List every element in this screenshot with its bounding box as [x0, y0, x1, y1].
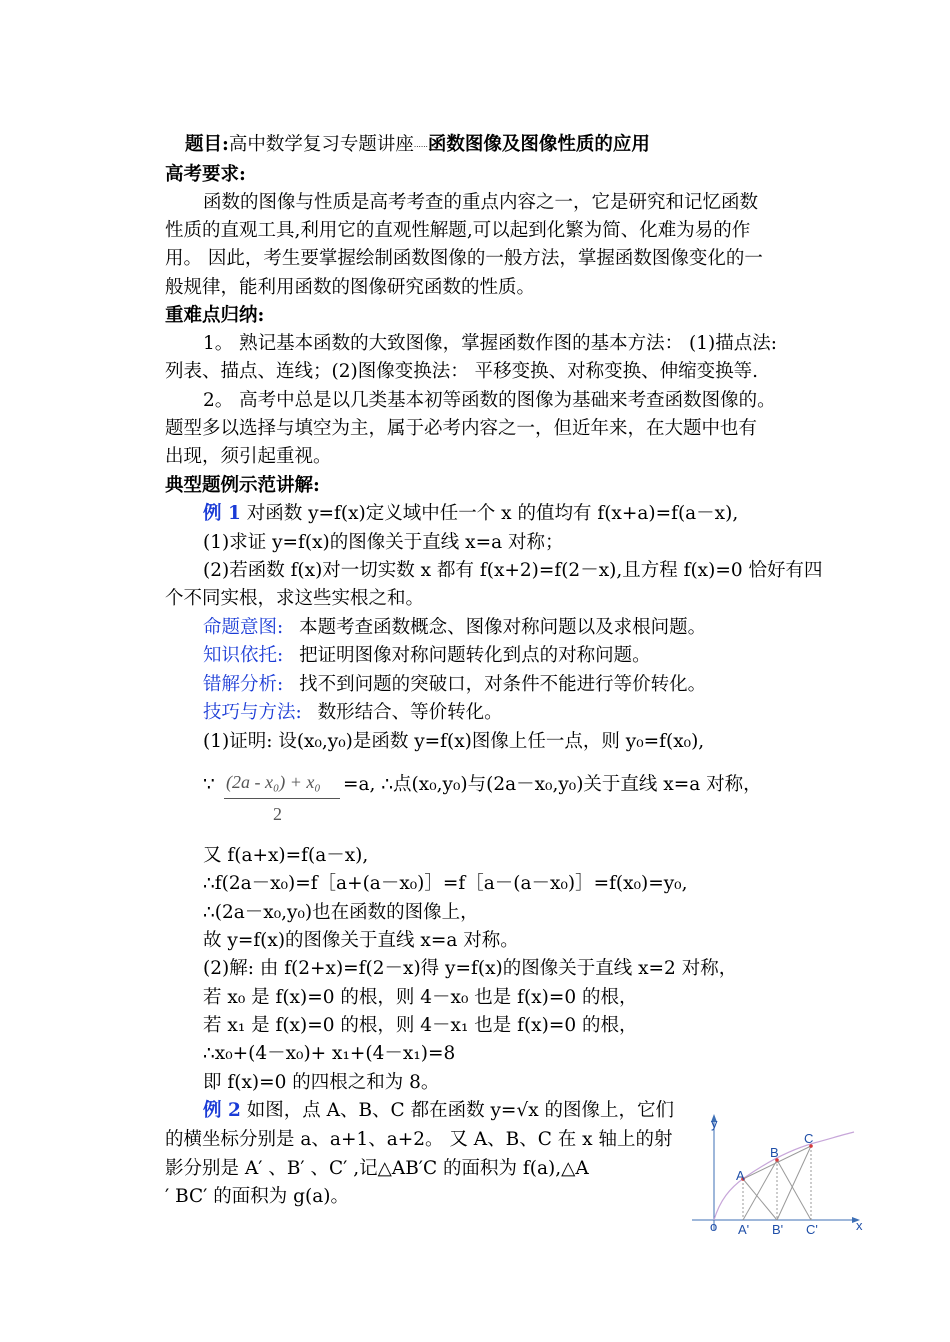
- example2-text-1: 如图，点 A、B、C 都在函数 y=√x 的图像上，它们: [246, 1100, 675, 1121]
- x-axis-label: x: [856, 1218, 863, 1233]
- intent-text: 本题考查函数概念、图像对称问题以及求根问题。: [299, 617, 707, 638]
- requirements-line-4: 般规律，能利用函数的图像研究函数的性质。: [165, 277, 536, 298]
- example1-part1: (1)求证 y=f(x)的图像关于直线 x=a 对称；: [203, 532, 564, 553]
- label-b-prime: B': [772, 1222, 784, 1237]
- requirements-line-2: 性质的直观工具,利用它的直观性解题,可以起到化繁为简、化难为易的作: [165, 220, 751, 241]
- fraction-numerator: (2a - x₀) + x₀: [226, 772, 321, 792]
- key-points-line-2: 列表、描点、连线；(2)图像变换法： 平移变换、对称变换、伸缩变换等.: [165, 361, 758, 382]
- after-fraction: =a, ∴点(x₀,y₀)与(2a－x₀,y₀)关于直线 x=a 对称，: [343, 774, 762, 795]
- knowledge-line: [203, 642, 651, 670]
- label-b: B: [770, 1145, 779, 1160]
- key-points-line-5: 出现，须引起重视。: [165, 446, 332, 467]
- solution-line-2: 若 x₀ 是 f(x)=0 的根，则 4－x₀ 也是 f(x)=0 的根，: [203, 987, 638, 1008]
- method-label: 技巧与方法:: [203, 702, 302, 723]
- method-text: 数形结合、等价转化。: [317, 702, 503, 723]
- example1-statement: 对函数 y=f(x)定义域中任一个 x 的值均有 f(x+a)=f(a－x),: [246, 503, 739, 524]
- solution-line-3: 若 x₁ 是 f(x)=0 的根，则 4－x₁ 也是 f(x)=0 的根，: [203, 1015, 638, 1036]
- example1-label: 例 1: [203, 503, 241, 524]
- solution-line-4: ∴x₀+(4－x₀)+ x₁+(4－x₁)=8: [203, 1043, 456, 1064]
- example1-part2-line1: (2)若函数 f(x)对一切实数 x 都有 f(x+2)=f(2－x),且方程 f(x)=0 恰好有四: [203, 560, 823, 581]
- example2-line-3: 影分别是 A′ 、B′ 、C′ ,记△AB′C 的面积为 f(a),△A: [165, 1158, 589, 1179]
- label-a-prime: A': [738, 1222, 750, 1237]
- fraction-denominator: 2: [273, 804, 282, 824]
- error-text: 找不到问题的突破口，对条件不能进行等价转化。: [299, 674, 707, 695]
- error-label: 错解分析:: [203, 674, 284, 695]
- because-symbol: ∵: [203, 774, 215, 795]
- proof-line-4: ∴(2a－x₀,y₀)也在函数的图像上，: [203, 902, 479, 923]
- sqrt-curve: [714, 1132, 854, 1220]
- solution-line-1: (2)解: 由 f(2+x)=f(2－x)得 y=f(x)的图像关于直线 x=2 对称，: [203, 958, 738, 979]
- origin-label: o: [710, 1219, 718, 1234]
- example2-line-4: ′ BC′ 的面积为 g(a)。: [165, 1186, 349, 1207]
- y-axis-label: y: [711, 1116, 718, 1131]
- fraction: [224, 768, 344, 828]
- key-points-line-3: 2。 高考中总是以几类基本初等函数的图像为基础来考查函数图像的。: [203, 390, 776, 411]
- example1-statement-line: [203, 500, 738, 528]
- knowledge-label: 知识依托:: [203, 645, 284, 666]
- label-c-prime: C': [806, 1222, 818, 1237]
- title-topic: 高中数学复习专题讲座: [228, 134, 414, 155]
- key-points-line-4: 题型多以选择与填空为主，属于必考内容之一，但近年来，在大题中也有: [165, 418, 758, 439]
- example1-part2-line2: 个不同实根，求这些实根之和。: [165, 588, 425, 609]
- example2-line-2: 的横坐标分别是 a、a+1、a+2。 又 A、B、C 在 x 轴上的射: [165, 1129, 673, 1150]
- requirements-line-1: 函数的图像与性质是高考考查的重点内容之一，它是研究和记忆函数: [203, 192, 759, 213]
- solution-line-5: 即 f(x)=0 的四根之和为 8。: [203, 1072, 440, 1093]
- key-points-line-1: 1。 熟记基本函数的大致图像，掌握函数作图的基本方法： (1)描点法:: [203, 333, 777, 354]
- proof-line-2: 又 f(a+x)=f(a－x),: [203, 845, 369, 866]
- fraction-bar: [224, 798, 340, 799]
- example2-label: 例 2: [203, 1100, 241, 1121]
- knowledge-text: 把证明图像对称问题转化到点的对称问题。: [299, 645, 651, 666]
- segment-b-cprime: [777, 1160, 811, 1220]
- example2-line-1: [203, 1097, 674, 1125]
- sqrt-function-figure: [684, 1108, 870, 1244]
- segment-a-bprime: [743, 1179, 777, 1220]
- key-points-heading: 重难点归纳:: [165, 305, 265, 326]
- title-line: [185, 131, 650, 159]
- segment-bprime-c: [777, 1146, 811, 1220]
- proof-line-3: ∴f(2a－x₀)=f［a+(a－x₀)］=f［a－(a－x₀)］=f(x₀)=y₀,: [203, 873, 688, 894]
- segment-aprime-b: [743, 1160, 777, 1220]
- method-line: [203, 699, 503, 727]
- proof-line-5: 故 y=f(x)的图像关于直线 x=a 对称。: [203, 930, 519, 951]
- title-dots: ……: [413, 141, 428, 149]
- title-subject: 函数图像及图像性质的应用: [427, 134, 650, 155]
- title-label: 题目:: [185, 134, 229, 155]
- label-a: A: [736, 1168, 745, 1183]
- examples-heading: 典型题例示范讲解:: [165, 475, 320, 496]
- intent-label: 命题意图:: [203, 617, 284, 638]
- intent-line: [203, 614, 706, 642]
- requirements-heading: 高考要求:: [165, 164, 246, 185]
- proof-line-1: (1)证明: 设(x₀,y₀)是函数 y=f(x)图像上任一点，则 y₀=f(x₀),: [203, 731, 705, 752]
- label-c: C: [804, 1131, 814, 1146]
- requirements-line-3: 用。 因此，考生要掌握绘制函数图像的一般方法，掌握函数图像变化的一: [165, 248, 763, 269]
- error-line: [203, 671, 706, 699]
